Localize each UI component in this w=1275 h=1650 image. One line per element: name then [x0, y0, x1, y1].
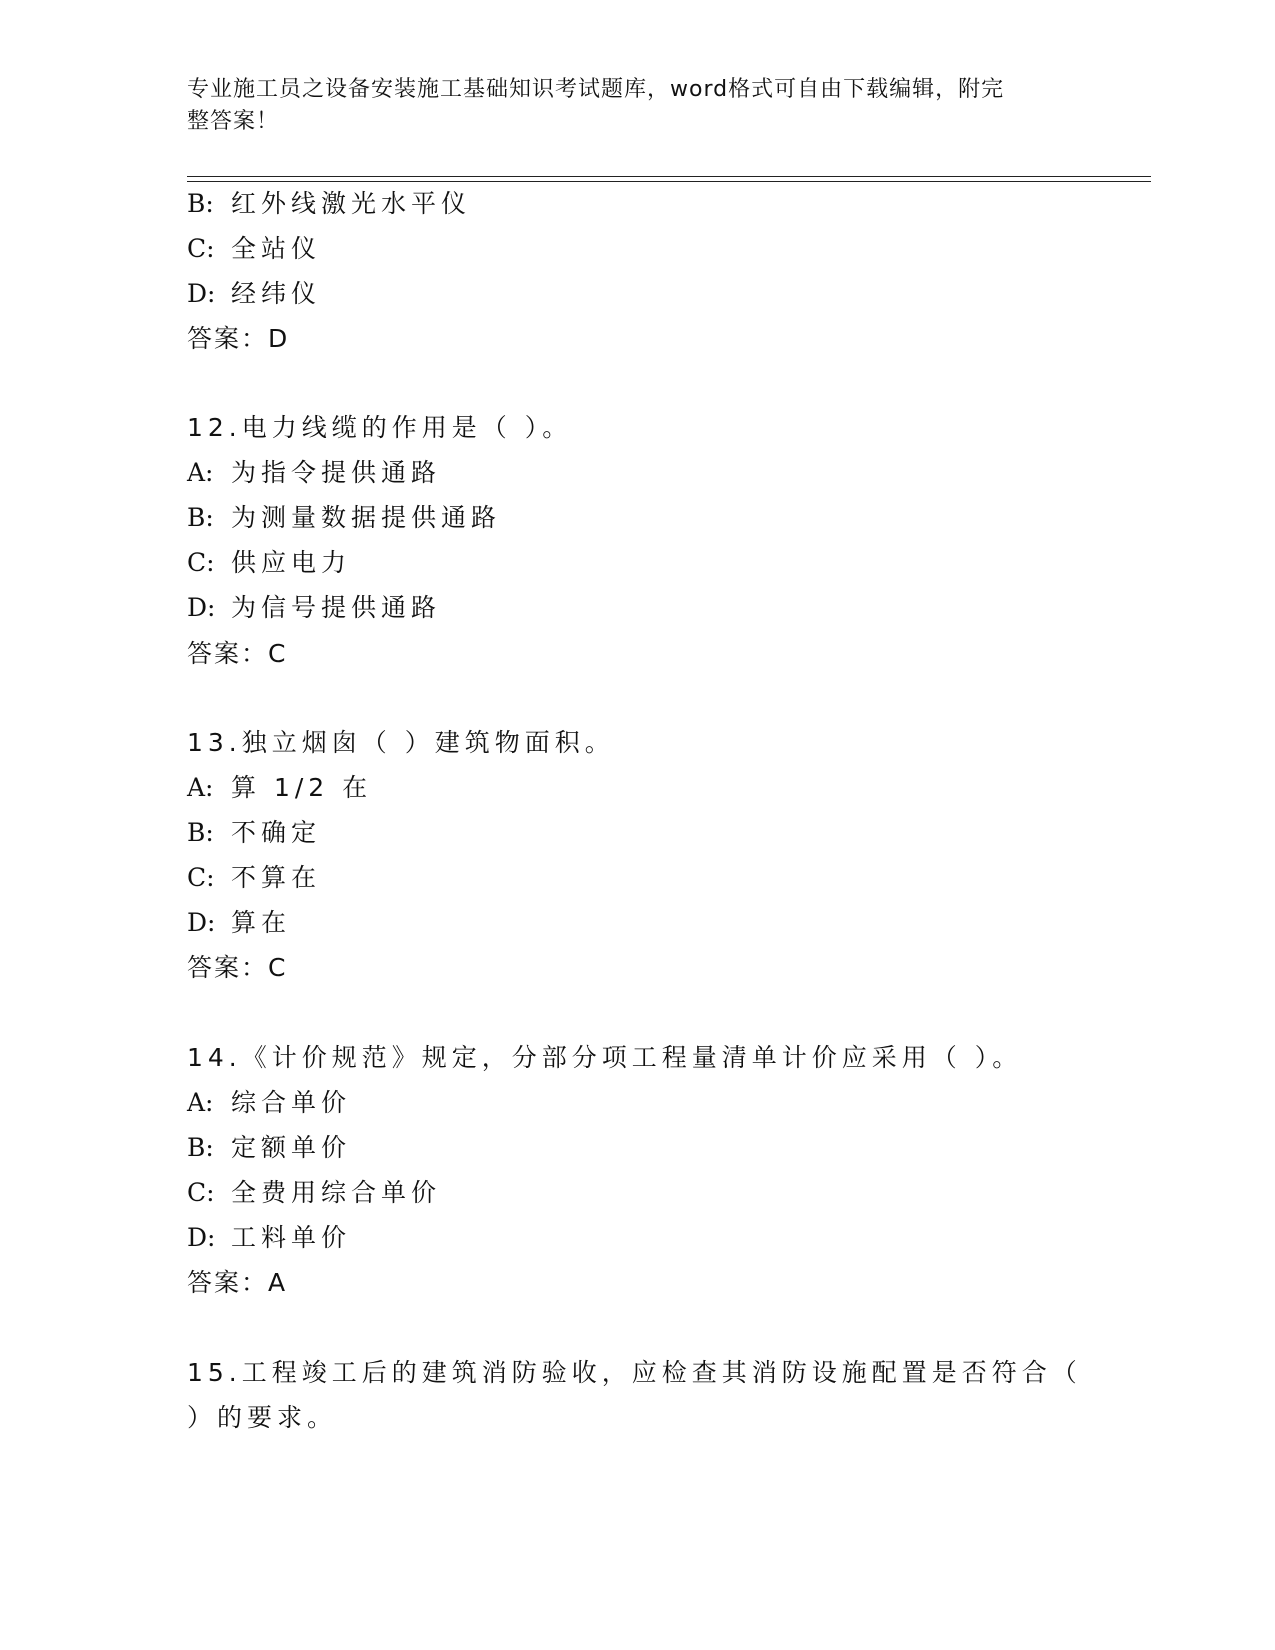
q12-question: 12.电力线缆的作用是（ ）。: [187, 413, 573, 442]
option-text: 综合单价: [231, 1088, 352, 1117]
header-divider-bottom: [187, 181, 1151, 182]
option-label: B:: [187, 818, 214, 847]
q13-answer: 答案：C: [187, 953, 288, 982]
q14-option-c: [187, 1177, 441, 1209]
option-label: D:: [187, 593, 216, 622]
q11-option-d: [187, 278, 321, 310]
q12-option-d: [187, 592, 441, 624]
q15-question-line-1: 15.工程竣工后的建筑消防验收，应检查其消防设施配置是否符合（: [187, 1358, 1082, 1387]
option-text: 算在: [231, 908, 292, 937]
q13-question: 13.独立烟囱（ ）建筑物面积。: [187, 728, 615, 757]
option-label: A:: [187, 458, 214, 487]
option-label: A:: [187, 773, 214, 802]
option-label: C:: [187, 863, 215, 892]
q12-option-c: [187, 547, 351, 579]
document-header: [187, 74, 1067, 138]
q14-option-a: [187, 1087, 351, 1119]
option-label: C:: [187, 548, 215, 577]
header-divider-top: [187, 176, 1151, 177]
q11-option-c: [187, 233, 321, 265]
option-text: 工料单价: [231, 1223, 352, 1252]
option-label: B:: [187, 503, 214, 532]
q15-question-line-2: ）的要求。: [187, 1403, 338, 1432]
option-text: 全费用综合单价: [231, 1178, 442, 1207]
q13-option-d: [187, 907, 291, 939]
option-label: D:: [187, 1223, 216, 1252]
q11-answer: 答案：D: [187, 324, 290, 353]
option-text: 为测量数据提供通路: [231, 503, 502, 532]
q14-option-b: [187, 1132, 351, 1164]
option-label: B:: [187, 1133, 214, 1162]
option-label: D:: [187, 908, 216, 937]
q12-option-b: [187, 502, 501, 534]
option-label: A:: [187, 1088, 214, 1117]
option-text: 定额单价: [231, 1133, 352, 1162]
option-text: 不算在: [231, 863, 322, 892]
q12-option-a: [187, 457, 441, 489]
option-text: 供应电力: [231, 548, 352, 577]
q13-option-b: [187, 817, 321, 849]
header-title-line-2: 整答案！: [187, 109, 280, 134]
q13-option-a: [187, 772, 372, 804]
option-text: 经纬仪: [231, 279, 322, 308]
option-label: D:: [187, 279, 216, 308]
option-label: B:: [187, 189, 214, 218]
q13-option-c: [187, 862, 321, 894]
option-text: 算 1/2 在: [231, 773, 373, 802]
option-text: 为信号提供通路: [231, 593, 442, 622]
option-label: C:: [187, 234, 215, 263]
option-label: C:: [187, 1178, 215, 1207]
header-title-line-1: 专业施工员之设备安装施工基础知识考试题库，word格式可自由下载编辑，附完: [187, 77, 1005, 102]
q14-answer: 答案：A: [187, 1268, 288, 1297]
option-text: 红外线激光水平仪: [231, 189, 472, 218]
option-text: 为指令提供通路: [231, 458, 442, 487]
q11-option-b: [187, 188, 471, 220]
q14-question: 14.《计价规范》规定，分部分项工程量清单计价应采用（ ）。: [187, 1043, 1023, 1072]
q14-option-d: [187, 1222, 351, 1254]
option-text: 不确定: [231, 818, 322, 847]
q12-answer: 答案：C: [187, 639, 288, 668]
option-text: 全站仪: [231, 234, 322, 263]
